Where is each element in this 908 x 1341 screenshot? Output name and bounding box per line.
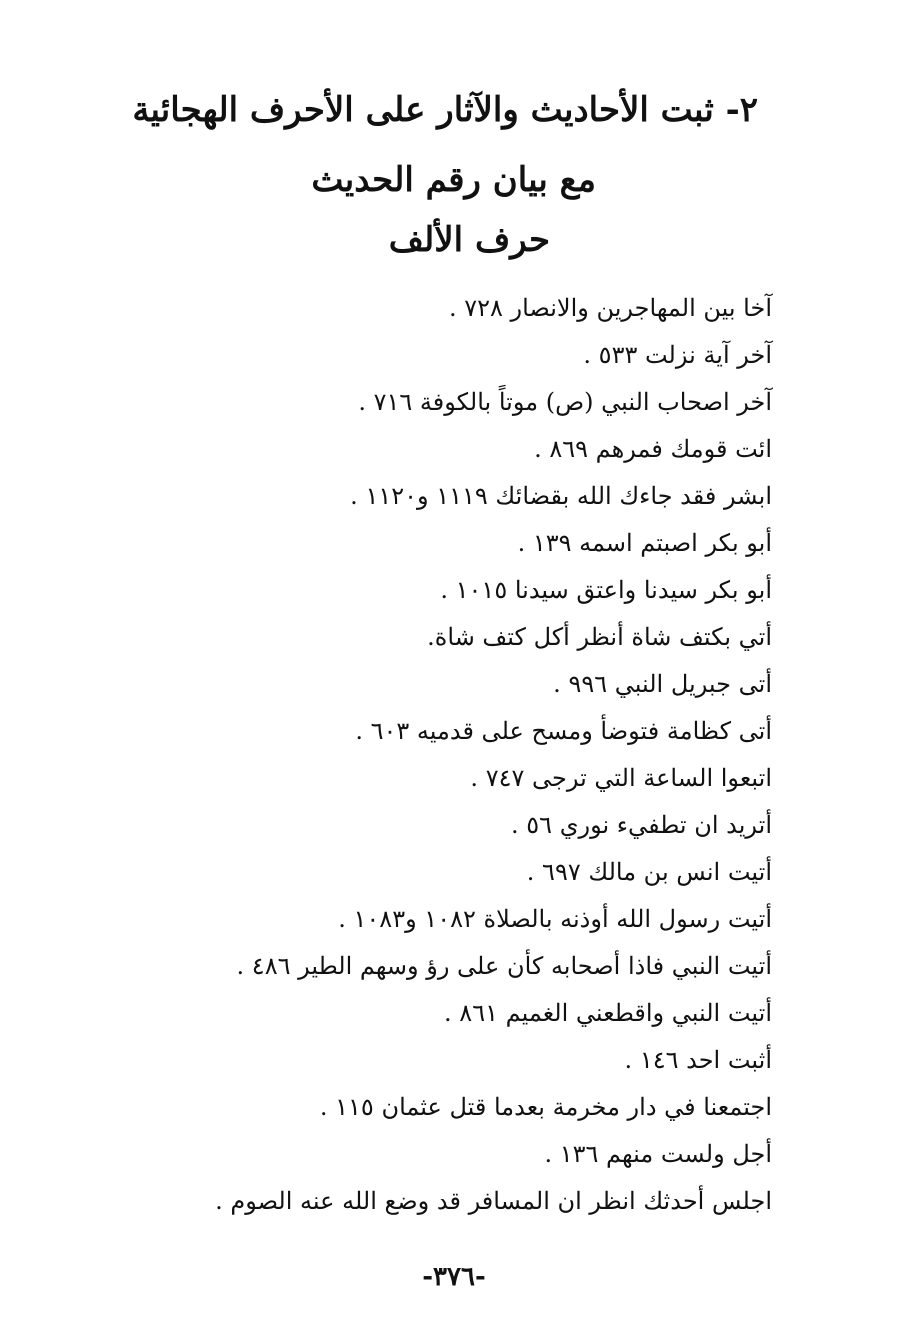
section-title: ٢- ثبت الأحاديث والآثار على الأحرف الهجائية xyxy=(132,90,758,130)
index-entry: أتى جبريل النبي ٩٩٦ . xyxy=(553,670,772,698)
index-entry: أتي بكتف شاة أنظر أكل كتف شاة. xyxy=(427,623,772,651)
index-entry: أتيت النبي فاذا أصحابه كأن على رؤ وسهم الطير ٤٨٦ . xyxy=(236,952,772,980)
index-entry: أتيت انس بن مالك ٦٩٧ . xyxy=(526,858,772,886)
index-entry: أتريد ان تطفيء نوري ٥٦ . xyxy=(511,811,772,839)
index-entry: آخا بين المهاجرين والانصار ٧٢٨ . xyxy=(448,294,772,322)
index-entry: اجلس أحدثك انظر ان المسافر قد وضع الله عنه الصوم . xyxy=(215,1187,772,1215)
letter-heading: حرف الألف xyxy=(388,220,550,260)
index-entry: أتى كظامة فتوضأ ومسح على قدميه ٦٠٣ . xyxy=(355,717,772,745)
index-entry: أبو بكر اصبتم اسمه ١٣٩ . xyxy=(517,529,772,557)
index-entry: ابشر فقد جاءك الله بقضائك ١١١٩ و١١٢٠ . xyxy=(350,482,772,510)
index-entry: أبو بكر سيدنا واعتق سيدنا ١٠١٥ . xyxy=(440,576,772,604)
index-entry: أتيت النبي واقطعني الغميم ٨٦١ . xyxy=(444,999,772,1027)
index-entry: ائت قومك فمرهم ٨٦٩ . xyxy=(534,435,772,463)
section-subtitle: مع بيان رقم الحديث xyxy=(311,160,596,200)
index-entry: أجل ولست منهم ١٣٦ . xyxy=(544,1140,772,1168)
index-entry: أتيت رسول الله أوذنه بالصلاة ١٠٨٢ و١٠٨٣ . xyxy=(338,905,772,933)
index-entry: آخر اصحاب النبي (ص) موتاً بالكوفة ٧١٦ . xyxy=(358,388,772,416)
page-number: -٣٧٦- xyxy=(422,1262,486,1292)
hadith-index-list xyxy=(72,288,772,1228)
index-entry: آخر آية نزلت ٥٣٣ . xyxy=(583,341,772,369)
index-entry: اتبعوا الساعة التي ترجى ٧٤٧ . xyxy=(470,764,772,792)
index-entry: اجتمعنا في دار مخرمة بعدما قتل عثمان ١١٥ . xyxy=(319,1093,772,1121)
index-entry: أثبت احد ١٤٦ . xyxy=(624,1046,772,1074)
